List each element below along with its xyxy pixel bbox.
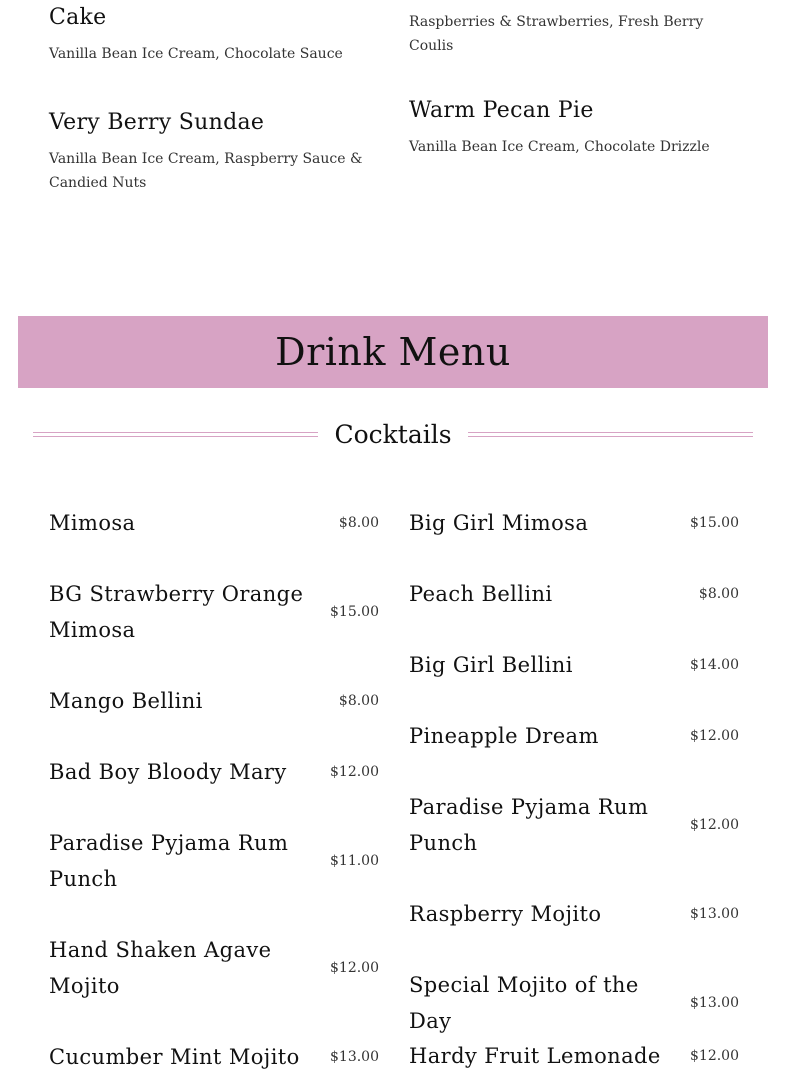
dessert-name: Warm Pecan Pie	[409, 98, 594, 123]
item-price: $8.00	[698, 586, 739, 602]
item-name: Pineapple Dream	[409, 724, 599, 748]
menu-item	[49, 576, 379, 648]
item-name: Hand Shaken Agave Mojito	[49, 938, 272, 998]
menu-item	[409, 896, 739, 932]
item-price: $8.00	[338, 693, 379, 709]
dessert-item-warm-pecan-pie	[409, 97, 739, 159]
item-name: BG Strawberry Orange Mimosa	[49, 582, 304, 642]
item-name: Raspberry Mojito	[409, 902, 602, 926]
dessert-item-cake	[49, 4, 369, 66]
dessert-description: Vanilla Bean Ice Cream, Raspberry Sauce & Candied Nuts	[49, 151, 363, 191]
menu-item	[49, 932, 379, 1004]
menu-item	[49, 683, 379, 719]
item-name: Paradise Pyjama Rum Punch	[409, 795, 649, 855]
dessert-section	[0, 0, 785, 300]
cocktails-title: Cocktails	[334, 419, 452, 449]
heading-rule-left	[33, 432, 318, 437]
item-price: $13.00	[330, 1049, 379, 1065]
menu-item	[409, 789, 739, 861]
dessert-description: Vanilla Bean Ice Cream, Chocolate Sauce	[49, 46, 343, 62]
item-name: Bad Boy Bloody Mary	[49, 760, 287, 784]
item-name: Hardy Fruit Lemonade	[409, 1044, 661, 1068]
drink-menu-title: Drink Menu	[275, 330, 511, 374]
dessert-item-very-berry-sundae	[49, 109, 369, 195]
menu-item	[409, 1038, 739, 1074]
item-price: $12.00	[690, 728, 739, 744]
item-name: Peach Bellini	[409, 582, 553, 606]
item-price: $12.00	[690, 817, 739, 833]
item-name: Big Girl Bellini	[409, 653, 573, 677]
item-name: Big Girl Mimosa	[409, 511, 589, 535]
item-price: $13.00	[690, 995, 739, 1011]
menu-item	[409, 505, 739, 541]
item-price: $14.00	[690, 657, 739, 673]
menu-item	[409, 647, 739, 683]
menu-item	[49, 825, 379, 897]
dessert-name: Cake	[49, 5, 107, 30]
item-price: $12.00	[330, 960, 379, 976]
item-name: Mimosa	[49, 511, 136, 535]
item-name: Mango Bellini	[49, 689, 203, 713]
drink-menu-banner	[18, 316, 768, 388]
cocktails-heading	[33, 414, 753, 454]
item-price: $15.00	[330, 604, 379, 620]
dessert-description: Raspberries & Strawberries, Fresh Berry Coulis	[409, 14, 704, 54]
menu-item	[49, 505, 379, 541]
item-price: $12.00	[330, 764, 379, 780]
dessert-description: Vanilla Bean Ice Cream, Chocolate Drizzle	[409, 139, 710, 155]
item-price: $8.00	[338, 515, 379, 531]
menu-item	[49, 1039, 379, 1075]
heading-rule-right	[468, 432, 753, 437]
item-name: Paradise Pyjama Rum Punch	[49, 831, 289, 891]
menu-item	[49, 754, 379, 790]
dessert-name: Very Berry Sundae	[49, 110, 265, 135]
item-name: Special Mojito of the Day	[409, 973, 639, 1033]
item-price: $15.00	[690, 515, 739, 531]
item-name: Cucumber Mint Mojito	[49, 1045, 300, 1069]
item-price: $12.00	[690, 1048, 739, 1064]
item-price: $13.00	[690, 906, 739, 922]
dessert-item-berries	[409, 10, 709, 58]
item-price: $11.00	[330, 853, 379, 869]
menu-item	[409, 576, 739, 612]
menu-item	[409, 718, 739, 754]
menu-item	[409, 967, 739, 1039]
